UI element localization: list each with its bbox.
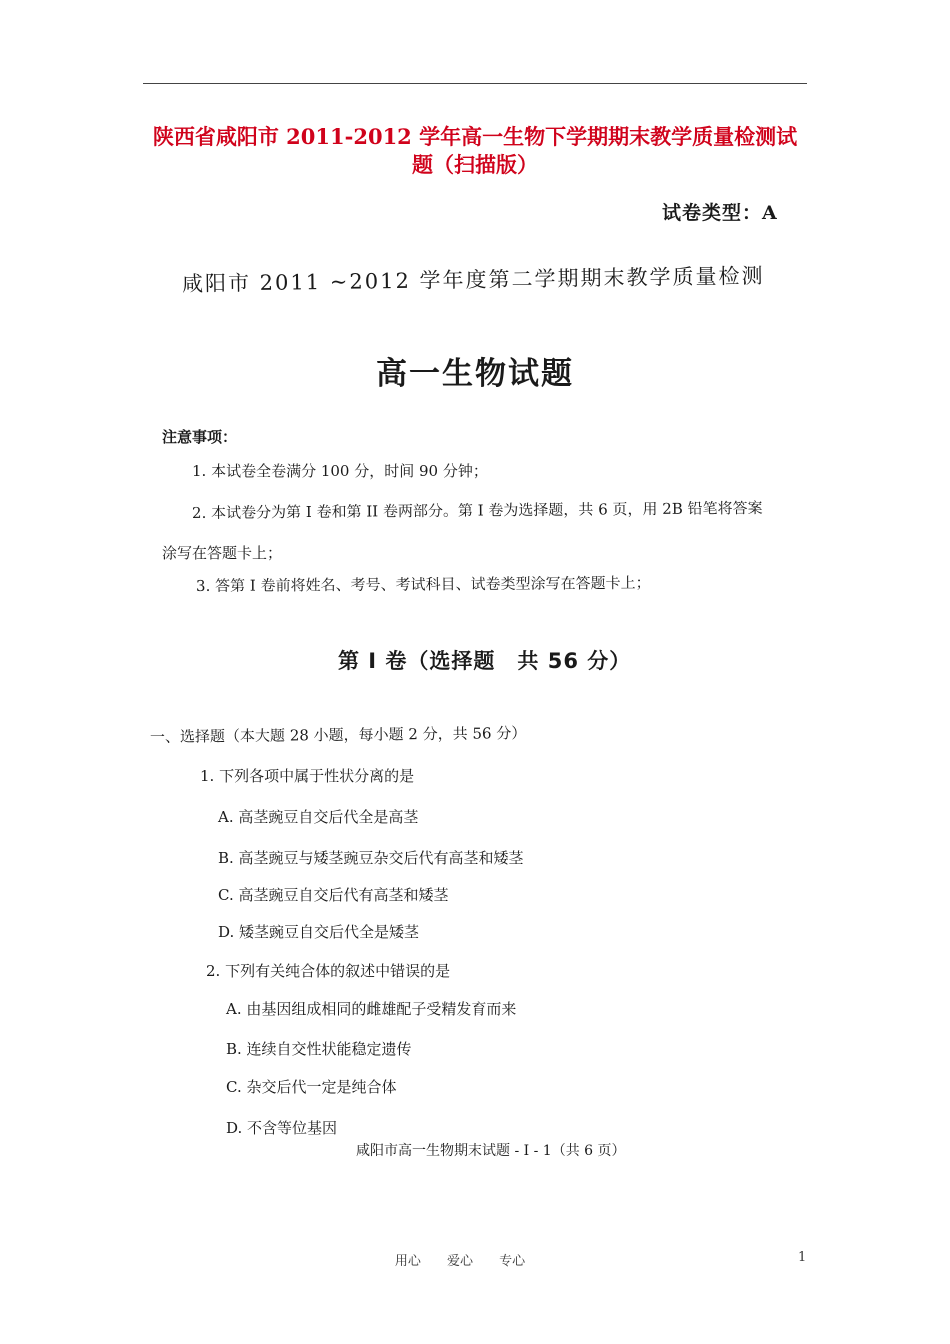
notice-heading: 注意事项：: [162, 428, 238, 446]
question-option: A. 高茎豌豆自交后代全是高茎: [218, 808, 419, 826]
question-option: D. 不含等位基因: [226, 1119, 338, 1137]
notice-item: 1. 本试卷全卷满分 100 分，时间 90 分钟；: [192, 462, 488, 480]
document-title-line2: 题（扫描版）: [412, 152, 538, 177]
question-option: A. 由基因组成相同的雌雄配子受精发育而来: [226, 1000, 517, 1018]
question-option: B. 高茎豌豆与矮茎豌豆杂交后代有高茎和矮茎: [218, 849, 524, 867]
header-rule: [143, 83, 807, 84]
question-option: C. 杂交后代一定是纯合体: [226, 1078, 397, 1096]
question-stem: 1. 下列各项中属于性状分离的是: [200, 767, 415, 785]
section-heading: 一、选择题（本大题 28 小题，每小题 2 分，共 56 分）: [149, 724, 527, 746]
document-title-line1: 陕西省咸阳市 2011-2012 学年高一生物下学期期末教学质量检测试: [152, 124, 798, 149]
part-heading: 第 I 卷（选择题 共 56 分）: [338, 649, 632, 673]
notice-item: 3. 答第 I 卷前将姓名、考号、考试科目、试卷类型涂写在答题卡上；: [195, 573, 651, 595]
notice-item: 2. 本试卷分为第 I 卷和第 II 卷两部分。第 I 卷为选择题，共 6 页，用 2B 铅笔将答案: [191, 499, 763, 522]
paper-type-label: 试卷类型：A: [662, 202, 778, 224]
question-option: B. 连续自交性状能稳定遗传: [226, 1040, 412, 1058]
scan-page-footer: 咸阳市高一生物期末试题 - I - 1（共 6 页）: [356, 1143, 626, 1159]
exam-header: 咸阳市 2011 ~2012 学年度第二学期期末教学质量检测: [181, 263, 765, 296]
exam-title: 高一生物试题: [376, 356, 574, 392]
question-option: D. 矮茎豌豆自交后代全是矮茎: [218, 923, 420, 941]
question-option: C. 高茎豌豆自交后代有高茎和矮茎: [218, 886, 449, 904]
scanned-exam-page: [150, 190, 800, 1170]
notice-item-continued: 涂写在答题卡上；: [162, 544, 283, 562]
question-stem: 2. 下列有关纯合体的叙述中错误的是: [206, 962, 451, 980]
footer-motto: 用心 爱心 专心: [394, 1254, 526, 1269]
page-number: 1: [798, 1250, 807, 1265]
